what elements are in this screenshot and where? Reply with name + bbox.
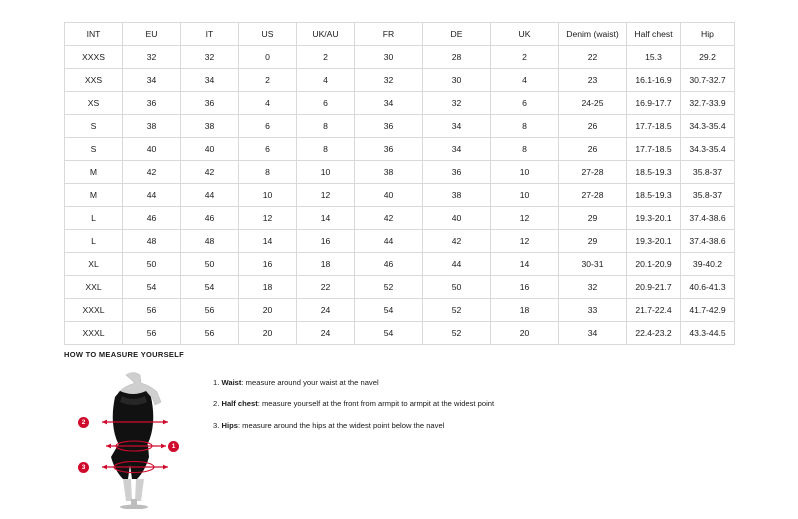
- cell-denim-waist: 34: [559, 322, 627, 345]
- cell-denim-waist: 29: [559, 230, 627, 253]
- cell-us: 14: [239, 230, 297, 253]
- cell-us: 2: [239, 69, 297, 92]
- cell-denim-waist: 33: [559, 299, 627, 322]
- cell-hip: 43.3-44.5: [681, 322, 735, 345]
- table-row: [65, 253, 735, 276]
- cell-it: 36: [181, 92, 239, 115]
- cell-it: 42: [181, 161, 239, 184]
- instruction-term-2: Half chest: [221, 399, 258, 409]
- size-chart-head: [65, 23, 735, 46]
- measure-badge-1: 1: [168, 441, 179, 452]
- cell-de: 42: [423, 230, 491, 253]
- column-header-denim-waist: Denim (waist): [559, 23, 627, 46]
- cell-it: 54: [181, 276, 239, 299]
- cell-hip: 37.4-38.6: [681, 230, 735, 253]
- cell-de: 32: [423, 92, 491, 115]
- cell-fr: 54: [355, 299, 423, 322]
- cell-half-chest: 20.9-21.7: [627, 276, 681, 299]
- how-to-measure-section: [64, 350, 744, 509]
- instruction-number-3: 3.: [213, 420, 220, 430]
- cell-eu: 48: [123, 230, 181, 253]
- cell-int: XS: [65, 92, 123, 115]
- cell-it: 44: [181, 184, 239, 207]
- cell-half-chest: 16.1-16.9: [627, 69, 681, 92]
- cell-eu: 46: [123, 207, 181, 230]
- cell-uk: 4: [491, 69, 559, 92]
- cell-uk-au: 16: [297, 230, 355, 253]
- cell-uk: 8: [491, 138, 559, 161]
- column-header-uk-au: UK/AU: [297, 23, 355, 46]
- cell-hip: 34.3-35.4: [681, 115, 735, 138]
- cell-uk: 18: [491, 299, 559, 322]
- cell-half-chest: 19.3-20.1: [627, 207, 681, 230]
- cell-it: 50: [181, 253, 239, 276]
- cell-denim-waist: 32: [559, 276, 627, 299]
- cell-int: L: [65, 207, 123, 230]
- cell-eu: 56: [123, 299, 181, 322]
- measure-badge-3: 3: [78, 462, 89, 473]
- cell-uk: 20: [491, 322, 559, 345]
- cell-hip: 35.8-37: [681, 161, 735, 184]
- cell-int: S: [65, 115, 123, 138]
- cell-uk-au: 24: [297, 322, 355, 345]
- cell-uk: 8: [491, 115, 559, 138]
- instruction-term-1: Waist: [221, 378, 242, 387]
- table-row: [65, 184, 735, 207]
- table-row: [65, 138, 735, 161]
- how-to-measure-body: [64, 369, 744, 509]
- cell-us: 16: [239, 253, 297, 276]
- cell-de: 34: [423, 138, 491, 161]
- cell-uk-au: 8: [297, 138, 355, 161]
- cell-uk-au: 6: [297, 92, 355, 115]
- cell-hip: 32.7-33.9: [681, 92, 735, 115]
- cell-de: 40: [423, 207, 491, 230]
- how-to-measure-title: HOW TO MEASURE YOURSELF: [64, 350, 184, 359]
- instruction-text-2: : measure yourself at the front from armpit to armpit at the widest point: [257, 399, 495, 409]
- table-row: [65, 92, 735, 115]
- table-row: [65, 322, 735, 345]
- cell-denim-waist: 29: [559, 207, 627, 230]
- cell-de: 44: [423, 253, 491, 276]
- cell-fr: 52: [355, 276, 423, 299]
- instruction-text-1: : measure around your waist at the navel: [241, 378, 379, 387]
- cell-eu: 32: [123, 46, 181, 69]
- cell-int: XL: [65, 253, 123, 276]
- cell-us: 8: [239, 161, 297, 184]
- cell-eu: 56: [123, 322, 181, 345]
- cell-de: 36: [423, 161, 491, 184]
- cell-uk-au: 2: [297, 46, 355, 69]
- cell-hip: 37.4-38.6: [681, 207, 735, 230]
- cell-de: 38: [423, 184, 491, 207]
- cell-it: 56: [181, 322, 239, 345]
- size-chart-container: [64, 22, 734, 345]
- cell-fr: 38: [355, 161, 423, 184]
- cell-half-chest: 18.5-19.3: [627, 161, 681, 184]
- list-item: [213, 400, 494, 408]
- cell-denim-waist: 23: [559, 69, 627, 92]
- cell-us: 0: [239, 46, 297, 69]
- cell-eu: 36: [123, 92, 181, 115]
- cell-uk: 2: [491, 46, 559, 69]
- cell-uk: 10: [491, 184, 559, 207]
- cell-us: 20: [239, 322, 297, 345]
- cell-fr: 44: [355, 230, 423, 253]
- cell-de: 52: [423, 322, 491, 345]
- cell-uk: 12: [491, 207, 559, 230]
- column-header-fr: FR: [355, 23, 423, 46]
- cell-int: M: [65, 161, 123, 184]
- table-header-row: [65, 23, 735, 46]
- cell-half-chest: 21.7-22.4: [627, 299, 681, 322]
- column-header-eu: EU: [123, 23, 181, 46]
- cell-uk-au: 22: [297, 276, 355, 299]
- table-row: [65, 46, 735, 69]
- cell-it: 38: [181, 115, 239, 138]
- cell-int: M: [65, 184, 123, 207]
- cell-half-chest: 15.3: [627, 46, 681, 69]
- measure-badge-2: 2: [78, 417, 89, 428]
- list-item: [213, 422, 494, 430]
- instruction-number-2: 2.: [213, 399, 220, 409]
- cell-uk: 16: [491, 276, 559, 299]
- cell-denim-waist: 22: [559, 46, 627, 69]
- cell-half-chest: 17.7-18.5: [627, 115, 681, 138]
- cell-us: 10: [239, 184, 297, 207]
- cell-int: S: [65, 138, 123, 161]
- cell-uk: 14: [491, 253, 559, 276]
- cell-hip: 35.8-37: [681, 184, 735, 207]
- cell-fr: 36: [355, 138, 423, 161]
- cell-hip: 34.3-35.4: [681, 138, 735, 161]
- table-row: [65, 207, 735, 230]
- cell-denim-waist: 24-25: [559, 92, 627, 115]
- cell-half-chest: 19.3-20.1: [627, 230, 681, 253]
- cell-uk-au: 4: [297, 69, 355, 92]
- cell-fr: 30: [355, 46, 423, 69]
- cell-hip: 41.7-42.9: [681, 299, 735, 322]
- instruction-text-3: : measure around the hips at the widest point below the navel: [237, 420, 445, 430]
- column-header-us: US: [239, 23, 297, 46]
- cell-hip: 39-40.2: [681, 253, 735, 276]
- table-row: [65, 115, 735, 138]
- cell-eu: 40: [123, 138, 181, 161]
- cell-de: 28: [423, 46, 491, 69]
- cell-us: 20: [239, 299, 297, 322]
- cell-fr: 40: [355, 184, 423, 207]
- cell-eu: 42: [123, 161, 181, 184]
- mannequin-illustration-icon: [82, 369, 197, 509]
- table-row: [65, 161, 735, 184]
- table-row: [65, 276, 735, 299]
- cell-uk-au: 8: [297, 115, 355, 138]
- list-item: [213, 379, 494, 387]
- cell-uk-au: 14: [297, 207, 355, 230]
- cell-de: 30: [423, 69, 491, 92]
- cell-int: L: [65, 230, 123, 253]
- cell-us: 6: [239, 115, 297, 138]
- cell-fr: 42: [355, 207, 423, 230]
- mannequin-figure: [82, 369, 197, 509]
- cell-us: 12: [239, 207, 297, 230]
- cell-eu: 44: [123, 184, 181, 207]
- cell-de: 50: [423, 276, 491, 299]
- cell-uk-au: 24: [297, 299, 355, 322]
- cell-eu: 38: [123, 115, 181, 138]
- cell-eu: 54: [123, 276, 181, 299]
- measure-instructions-list: [213, 369, 494, 443]
- cell-de: 52: [423, 299, 491, 322]
- column-header-de: DE: [423, 23, 491, 46]
- cell-fr: 54: [355, 322, 423, 345]
- column-header-it: IT: [181, 23, 239, 46]
- size-chart-table: [64, 22, 735, 345]
- cell-int: XXL: [65, 276, 123, 299]
- cell-it: 32: [181, 46, 239, 69]
- cell-int: XXXL: [65, 322, 123, 345]
- cell-half-chest: 17.7-18.5: [627, 138, 681, 161]
- cell-uk-au: 12: [297, 184, 355, 207]
- cell-de: 34: [423, 115, 491, 138]
- column-header-int: INT: [65, 23, 123, 46]
- cell-it: 56: [181, 299, 239, 322]
- cell-eu: 34: [123, 69, 181, 92]
- cell-hip: 30.7-32.7: [681, 69, 735, 92]
- cell-uk-au: 10: [297, 161, 355, 184]
- size-chart-body: [65, 46, 735, 345]
- column-header-half-chest: Half chest: [627, 23, 681, 46]
- cell-us: 18: [239, 276, 297, 299]
- cell-hip: 29.2: [681, 46, 735, 69]
- cell-half-chest: 18.5-19.3: [627, 184, 681, 207]
- cell-eu: 50: [123, 253, 181, 276]
- cell-fr: 34: [355, 92, 423, 115]
- cell-denim-waist: 26: [559, 115, 627, 138]
- cell-it: 46: [181, 207, 239, 230]
- column-header-hip: Hip: [681, 23, 735, 46]
- cell-fr: 46: [355, 253, 423, 276]
- cell-us: 4: [239, 92, 297, 115]
- cell-uk: 10: [491, 161, 559, 184]
- cell-uk: 6: [491, 92, 559, 115]
- instruction-term-3: Hips: [221, 420, 238, 430]
- cell-it: 48: [181, 230, 239, 253]
- cell-uk: 12: [491, 230, 559, 253]
- cell-fr: 36: [355, 115, 423, 138]
- cell-denim-waist: 27-28: [559, 161, 627, 184]
- cell-denim-waist: 27-28: [559, 184, 627, 207]
- cell-denim-waist: 30-31: [559, 253, 627, 276]
- table-row: [65, 299, 735, 322]
- table-row: [65, 69, 735, 92]
- cell-hip: 40.6-41.3: [681, 276, 735, 299]
- column-header-uk: UK: [491, 23, 559, 46]
- cell-uk-au: 18: [297, 253, 355, 276]
- cell-half-chest: 20.1-20.9: [627, 253, 681, 276]
- cell-int: XXXS: [65, 46, 123, 69]
- cell-fr: 32: [355, 69, 423, 92]
- table-row: [65, 230, 735, 253]
- cell-int: XXS: [65, 69, 123, 92]
- cell-denim-waist: 26: [559, 138, 627, 161]
- cell-int: XXXL: [65, 299, 123, 322]
- cell-half-chest: 22.4-23.2: [627, 322, 681, 345]
- cell-us: 6: [239, 138, 297, 161]
- instruction-number-1: 1.: [213, 378, 220, 387]
- cell-it: 34: [181, 69, 239, 92]
- cell-it: 40: [181, 138, 239, 161]
- cell-half-chest: 16.9-17.7: [627, 92, 681, 115]
